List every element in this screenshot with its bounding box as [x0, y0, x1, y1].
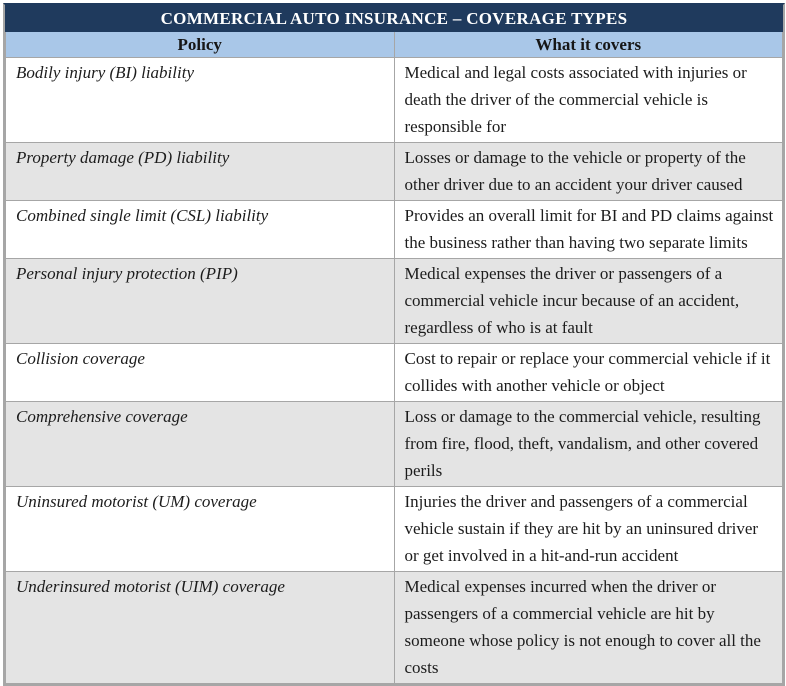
policy-cell: Combined single limit (CSL) liability	[6, 201, 395, 259]
covers-cell: Medical and legal costs associated with injuries or death the driver of the commercial vehicle is responsible for	[394, 58, 783, 143]
covers-cell: Cost to repair or replace your commercial vehicle if it collides with another vehicle or object	[394, 344, 783, 402]
coverage-table	[5, 5, 783, 684]
policy-cell: Underinsured motorist (UIM) coverage	[6, 572, 395, 684]
table-title: COMMERCIAL AUTO INSURANCE – COVERAGE TYPES	[6, 6, 783, 32]
table-row	[6, 402, 783, 487]
policy-cell: Property damage (PD) liability	[6, 143, 395, 201]
covers-cell: Loss or damage to the commercial vehicle, resulting from fire, flood, theft, vandalism, and other covered perils	[394, 402, 783, 487]
policy-cell: Collision coverage	[6, 344, 395, 402]
column-header-covers: What it covers	[394, 32, 783, 58]
title-row	[6, 6, 783, 32]
table-row	[6, 58, 783, 143]
table-row	[6, 487, 783, 572]
policy-cell: Uninsured motorist (UM) coverage	[6, 487, 395, 572]
covers-cell: Medical expenses the driver or passengers of a commercial vehicle incur because of an accident, regardless of who is at fault	[394, 259, 783, 344]
column-header-row	[6, 32, 783, 58]
table-row	[6, 143, 783, 201]
policy-cell: Bodily injury (BI) liability	[6, 58, 395, 143]
policy-cell: Personal injury protection (PIP)	[6, 259, 395, 344]
table-row	[6, 201, 783, 259]
column-header-policy: Policy	[6, 32, 395, 58]
covers-cell: Provides an overall limit for BI and PD claims against the business rather than having two separate limits	[394, 201, 783, 259]
coverage-table-container	[3, 3, 785, 686]
table-row	[6, 259, 783, 344]
covers-cell: Injuries the driver and passengers of a commercial vehicle sustain if they are hit by an uninsured driver or get involved in a hit-and-run accident	[394, 487, 783, 572]
covers-cell: Losses or damage to the vehicle or property of the other driver due to an accident your driver caused	[394, 143, 783, 201]
table-row	[6, 572, 783, 684]
covers-cell: Medical expenses incurred when the driver or passengers of a commercial vehicle are hit by someone whose policy is not enough to cover all the costs	[394, 572, 783, 684]
table-row	[6, 344, 783, 402]
policy-cell: Comprehensive coverage	[6, 402, 395, 487]
